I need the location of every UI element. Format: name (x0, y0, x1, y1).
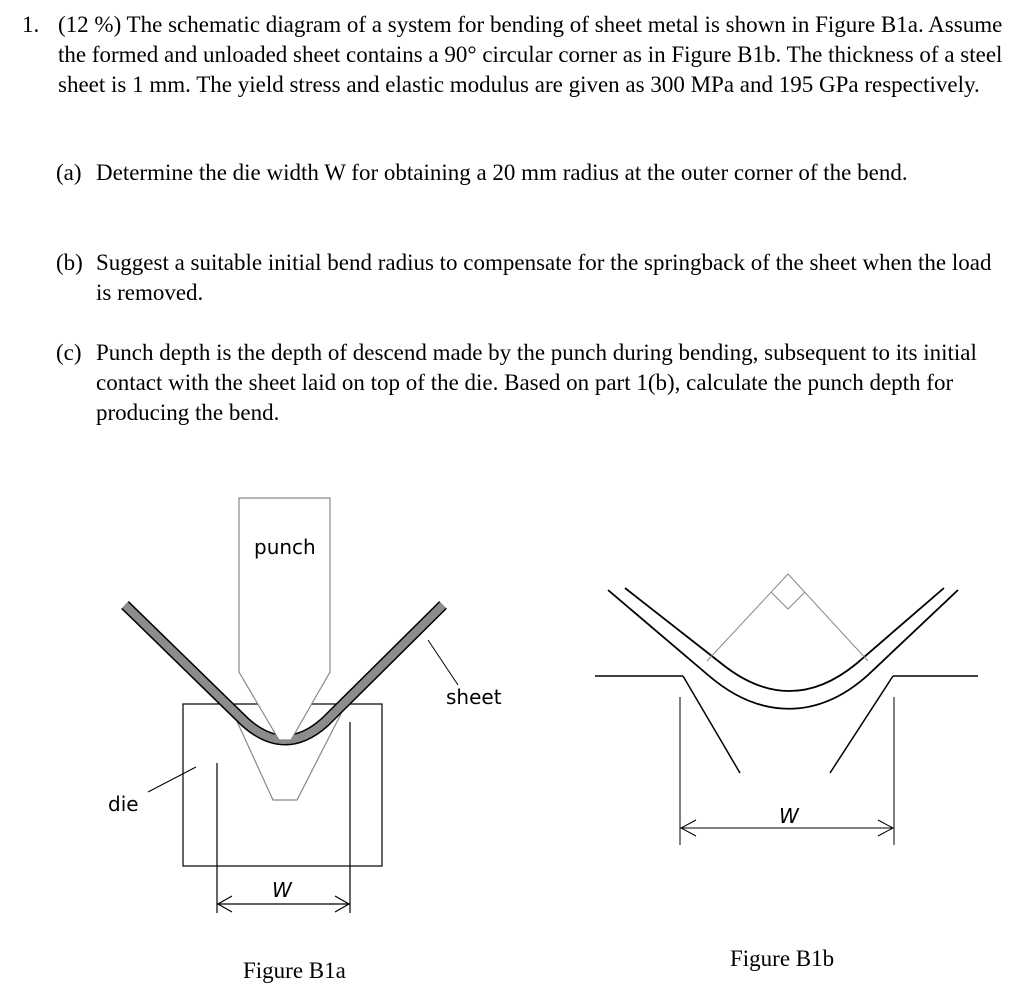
figure-b1a (108, 498, 502, 913)
part-b-label: (b) (56, 250, 83, 275)
punch-label: punch (254, 535, 316, 559)
figure-b1b (595, 574, 978, 845)
die-v-right (830, 676, 893, 773)
figure-b-w-label: W (779, 804, 799, 828)
part-c-text: Punch depth is the depth of descend made by the punch during bending, subsequent to its initial contact with the sheet laid on top of the die. Based on part 1(b), calculate the punch depth for producing the bend. (96, 340, 977, 425)
question-intro: (12 %) The schematic diagram of a system for bending of sheet metal is shown in Figure B1a. Assume the formed and unloaded sheet contains a 90° circular corner as in Figure B1b. The thickness of a steel sheet is 1 mm. The yield stress and elastic modulus are given as 300 MPa and 195 GPa respectively. (58, 12, 1003, 97)
part-a-label: (a) (56, 160, 82, 185)
question-number: 1. (22, 12, 40, 37)
radius-line-left (707, 574, 788, 661)
figure-b-caption: Figure B1b (730, 946, 835, 971)
part-b-text: Suggest a suitable initial bend radius to compensate for the springback of the sheet when the load is removed. (96, 250, 992, 305)
figure-a-w-label: W (272, 878, 292, 902)
radius-line-right (788, 574, 868, 661)
right-angle-marker (771, 592, 805, 609)
die-leader-line (148, 767, 196, 792)
part-a-text: Determine the die width W for obtaining a 20 mm radius at the outer corner of the bend. (96, 160, 908, 185)
die-label: die (108, 792, 139, 816)
part-c-label: (c) (56, 340, 82, 365)
sheet-label: sheet (446, 685, 502, 709)
die-v-left (683, 676, 740, 773)
sheet-leader-line (428, 640, 458, 685)
figure-a-caption: Figure B1a (243, 958, 346, 983)
